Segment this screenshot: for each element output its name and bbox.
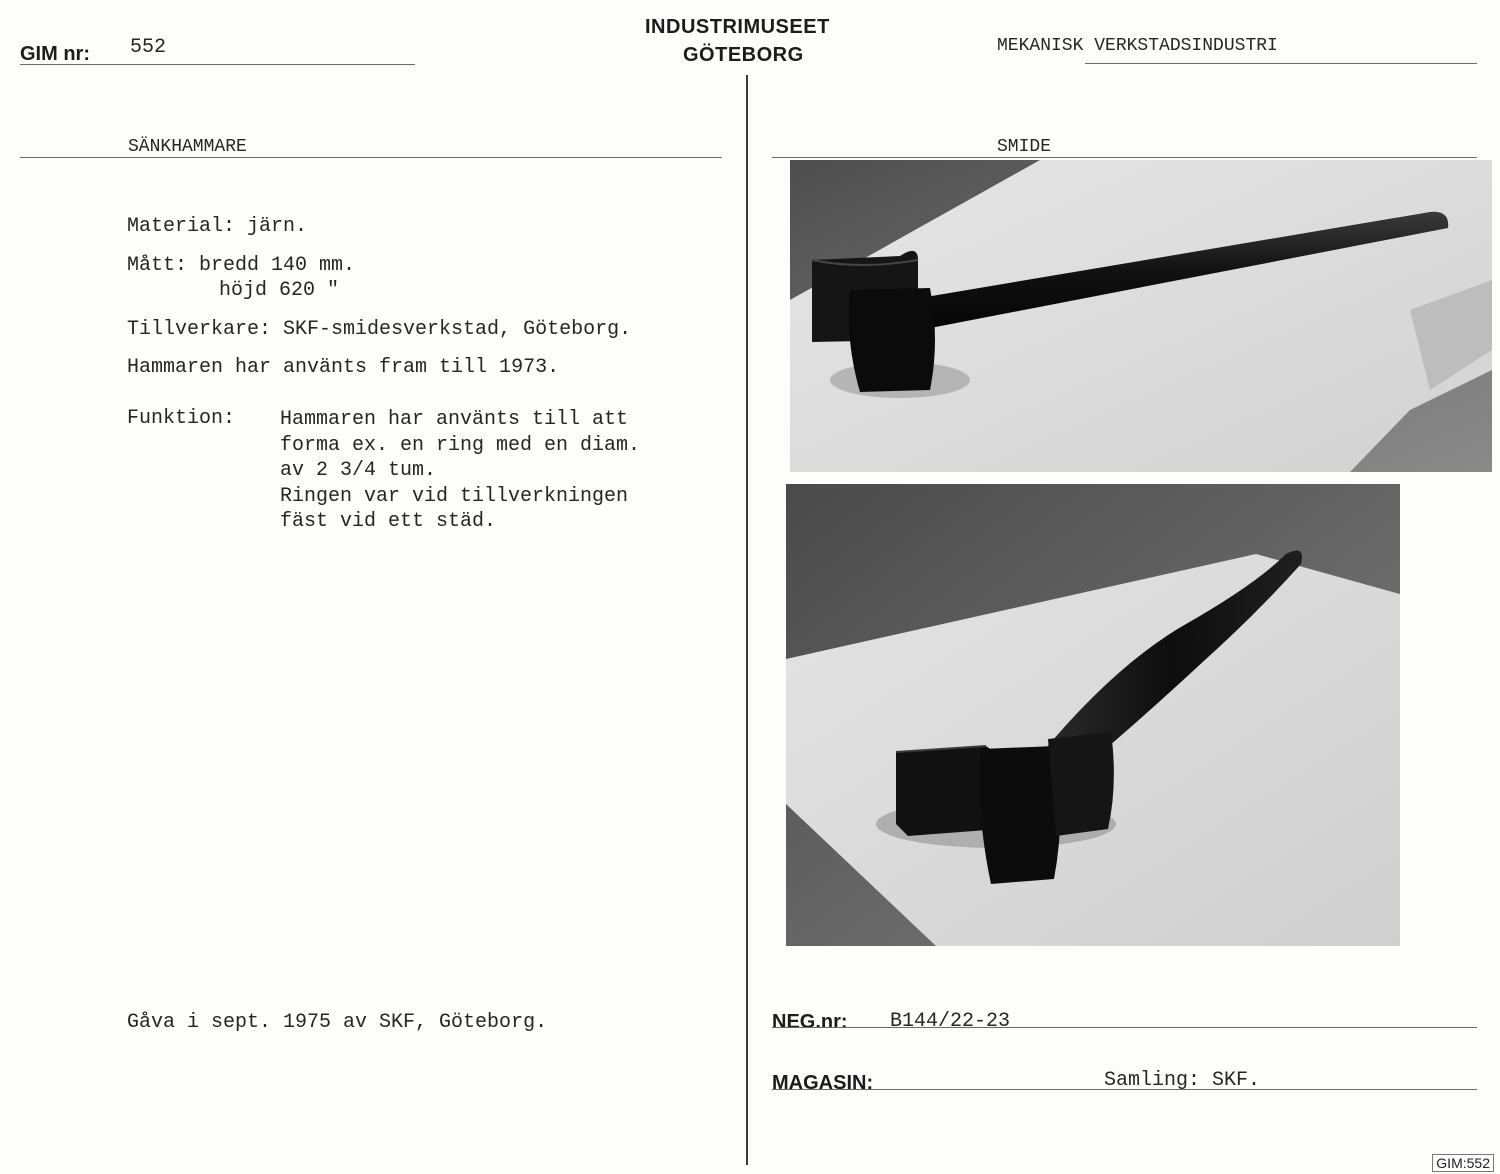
photo-hammer-bottom-image [786,484,1400,946]
dimension-height: höjd 620 " [219,279,340,302]
gim-number: 552 [130,36,167,59]
function-line: Hammaren har använts till att [280,408,629,431]
usage-line: Hammaren har använts fram till 1973. [127,356,560,379]
function-line: av 2 3/4 tum. [280,459,437,483]
neg-number: B144/22-23 [890,1010,1011,1033]
function-label: Funktion: [127,407,236,430]
category-underline [1085,63,1477,64]
function-text [280,407,640,535]
museum-name: INDUSTRIMUSEET [645,16,830,38]
neg-underline [772,1027,1477,1028]
card-divider [746,75,748,1165]
photo-hammer-top-image [790,160,1492,472]
museum-city: GÖTEBORG [683,44,804,66]
gim-label: GIM nr: [20,43,90,65]
gift-line: Gåva i sept. 1975 av SKF, Göteborg. [127,1011,548,1034]
maker-line: Tillverkare: SKF-smidesverkstad, Göteborg. [127,318,632,341]
technique-label: SMIDE [997,137,1052,157]
photo-hammer-top [790,160,1492,472]
object-name-underline [20,157,722,158]
object-name: SÄNKHAMMARE [128,137,247,157]
photo-hammer-bottom [786,484,1400,946]
material-line: Material: järn. [127,215,308,238]
magasin-value: Samling: SKF. [1104,1069,1261,1092]
function-line: fäst vid ett städ. [280,510,497,534]
magasin-underline [772,1089,1477,1090]
function-line: forma ex. en ring med en diam. [280,433,641,457]
technique-underline [772,157,1477,158]
gim-underline [20,64,415,65]
corner-id-badge: GIM:552 [1432,1154,1494,1172]
magasin-label: MAGASIN: [772,1072,874,1094]
category-label: MEKANISK VERKSTADSINDUSTRI [997,36,1278,56]
dimension-width: Mått: bredd 140 mm. [127,254,356,277]
function-line: Ringen var vid tillverkningen [280,484,629,508]
neg-label: NEG.nr: [772,1011,848,1033]
